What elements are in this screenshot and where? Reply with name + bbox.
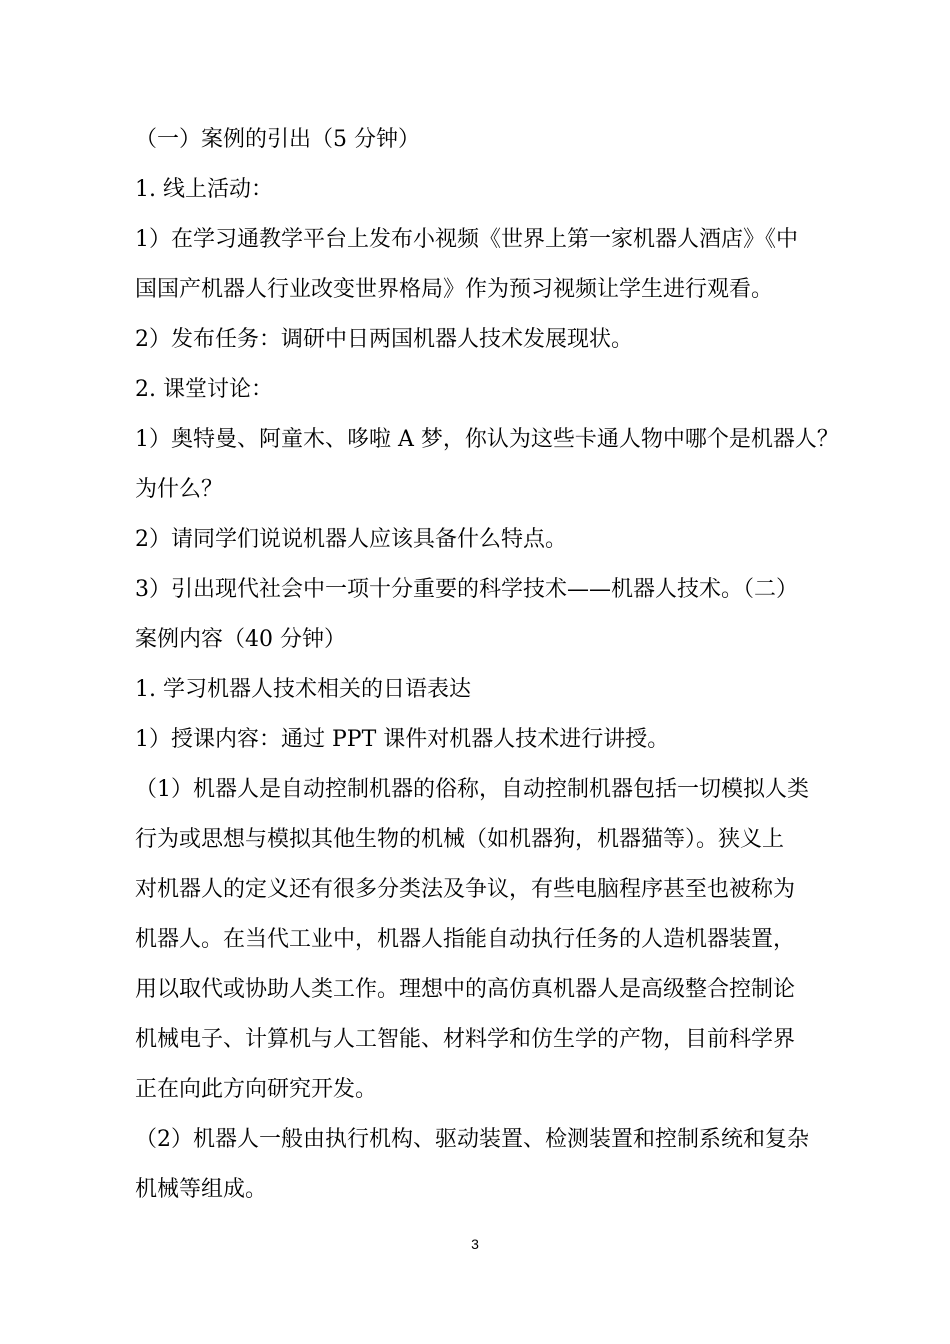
page-number: 3 bbox=[471, 1236, 479, 1252]
paragraph-line: 正在向此方向研究开发。 bbox=[135, 1077, 378, 1102]
paragraph-line: （1）机器人是自动控制机器的俗称，自动控制机器包括一切模拟人类 bbox=[135, 777, 809, 802]
section-heading-case-content: 案例内容（40 分钟） bbox=[135, 627, 346, 652]
paragraph-line: 1）在学习通教学平台上发布小视频《世界上第一家机器人酒店》《中 bbox=[135, 227, 798, 252]
paragraph-line: 对机器人的定义还有很多分类法及争议，有些电脑程序甚至也被称为 bbox=[135, 877, 796, 902]
paragraph-line: 3）引出现代社会中一项十分重要的科学技术——机器人技术。（二） bbox=[135, 577, 798, 602]
paragraph-line: 2）发布任务：调研中日两国机器人技术发展现状。 bbox=[135, 327, 633, 352]
paragraph-line: （2）机器人一般由执行机构、驱动装置、检测装置和控制系统和复杂 bbox=[135, 1127, 809, 1152]
paragraph-line: 机器人。在当代工业中，机器人指能自动执行任务的人造机器装置， bbox=[135, 927, 796, 952]
subheading-class-discussion: 2. 课堂讨论： bbox=[135, 377, 273, 402]
paragraph-line: 国国产机器人行业改变世界格局》作为预习视频让学生进行观看。 bbox=[135, 277, 774, 302]
paragraph-line: 2）请同学们说说机器人应该具备什么特点。 bbox=[135, 527, 567, 552]
paragraph-line: 为什么？ bbox=[135, 477, 224, 502]
section-heading-case-introduction: （一）案例的引出（5 分钟） bbox=[135, 127, 420, 152]
paragraph-line: 用以取代或协助人类工作。理想中的高仿真机器人是高级整合控制论 bbox=[135, 977, 796, 1002]
paragraph-line: 机械等组成。 bbox=[135, 1177, 268, 1202]
paragraph-line: 机械电子、计算机与人工智能、材料学和仿生学的产物，目前科学界 bbox=[135, 1027, 796, 1052]
paragraph-line: 行为或思想与模拟其他生物的机械（如机器狗，机器猫等）。狭义上 bbox=[135, 827, 785, 852]
subheading-online-activity: 1. 线上活动： bbox=[135, 177, 273, 202]
paragraph-line: 1）奥特曼、阿童木、哆啦 A 梦，你认为这些卡通人物中哪个是机器人？ bbox=[135, 427, 839, 452]
paragraph-line: 1）授课内容：通过 PPT 课件对机器人技术进行讲授。 bbox=[135, 727, 670, 752]
subheading-japanese-expressions: 1. 学习机器人技术相关的日语表达 bbox=[135, 677, 471, 702]
